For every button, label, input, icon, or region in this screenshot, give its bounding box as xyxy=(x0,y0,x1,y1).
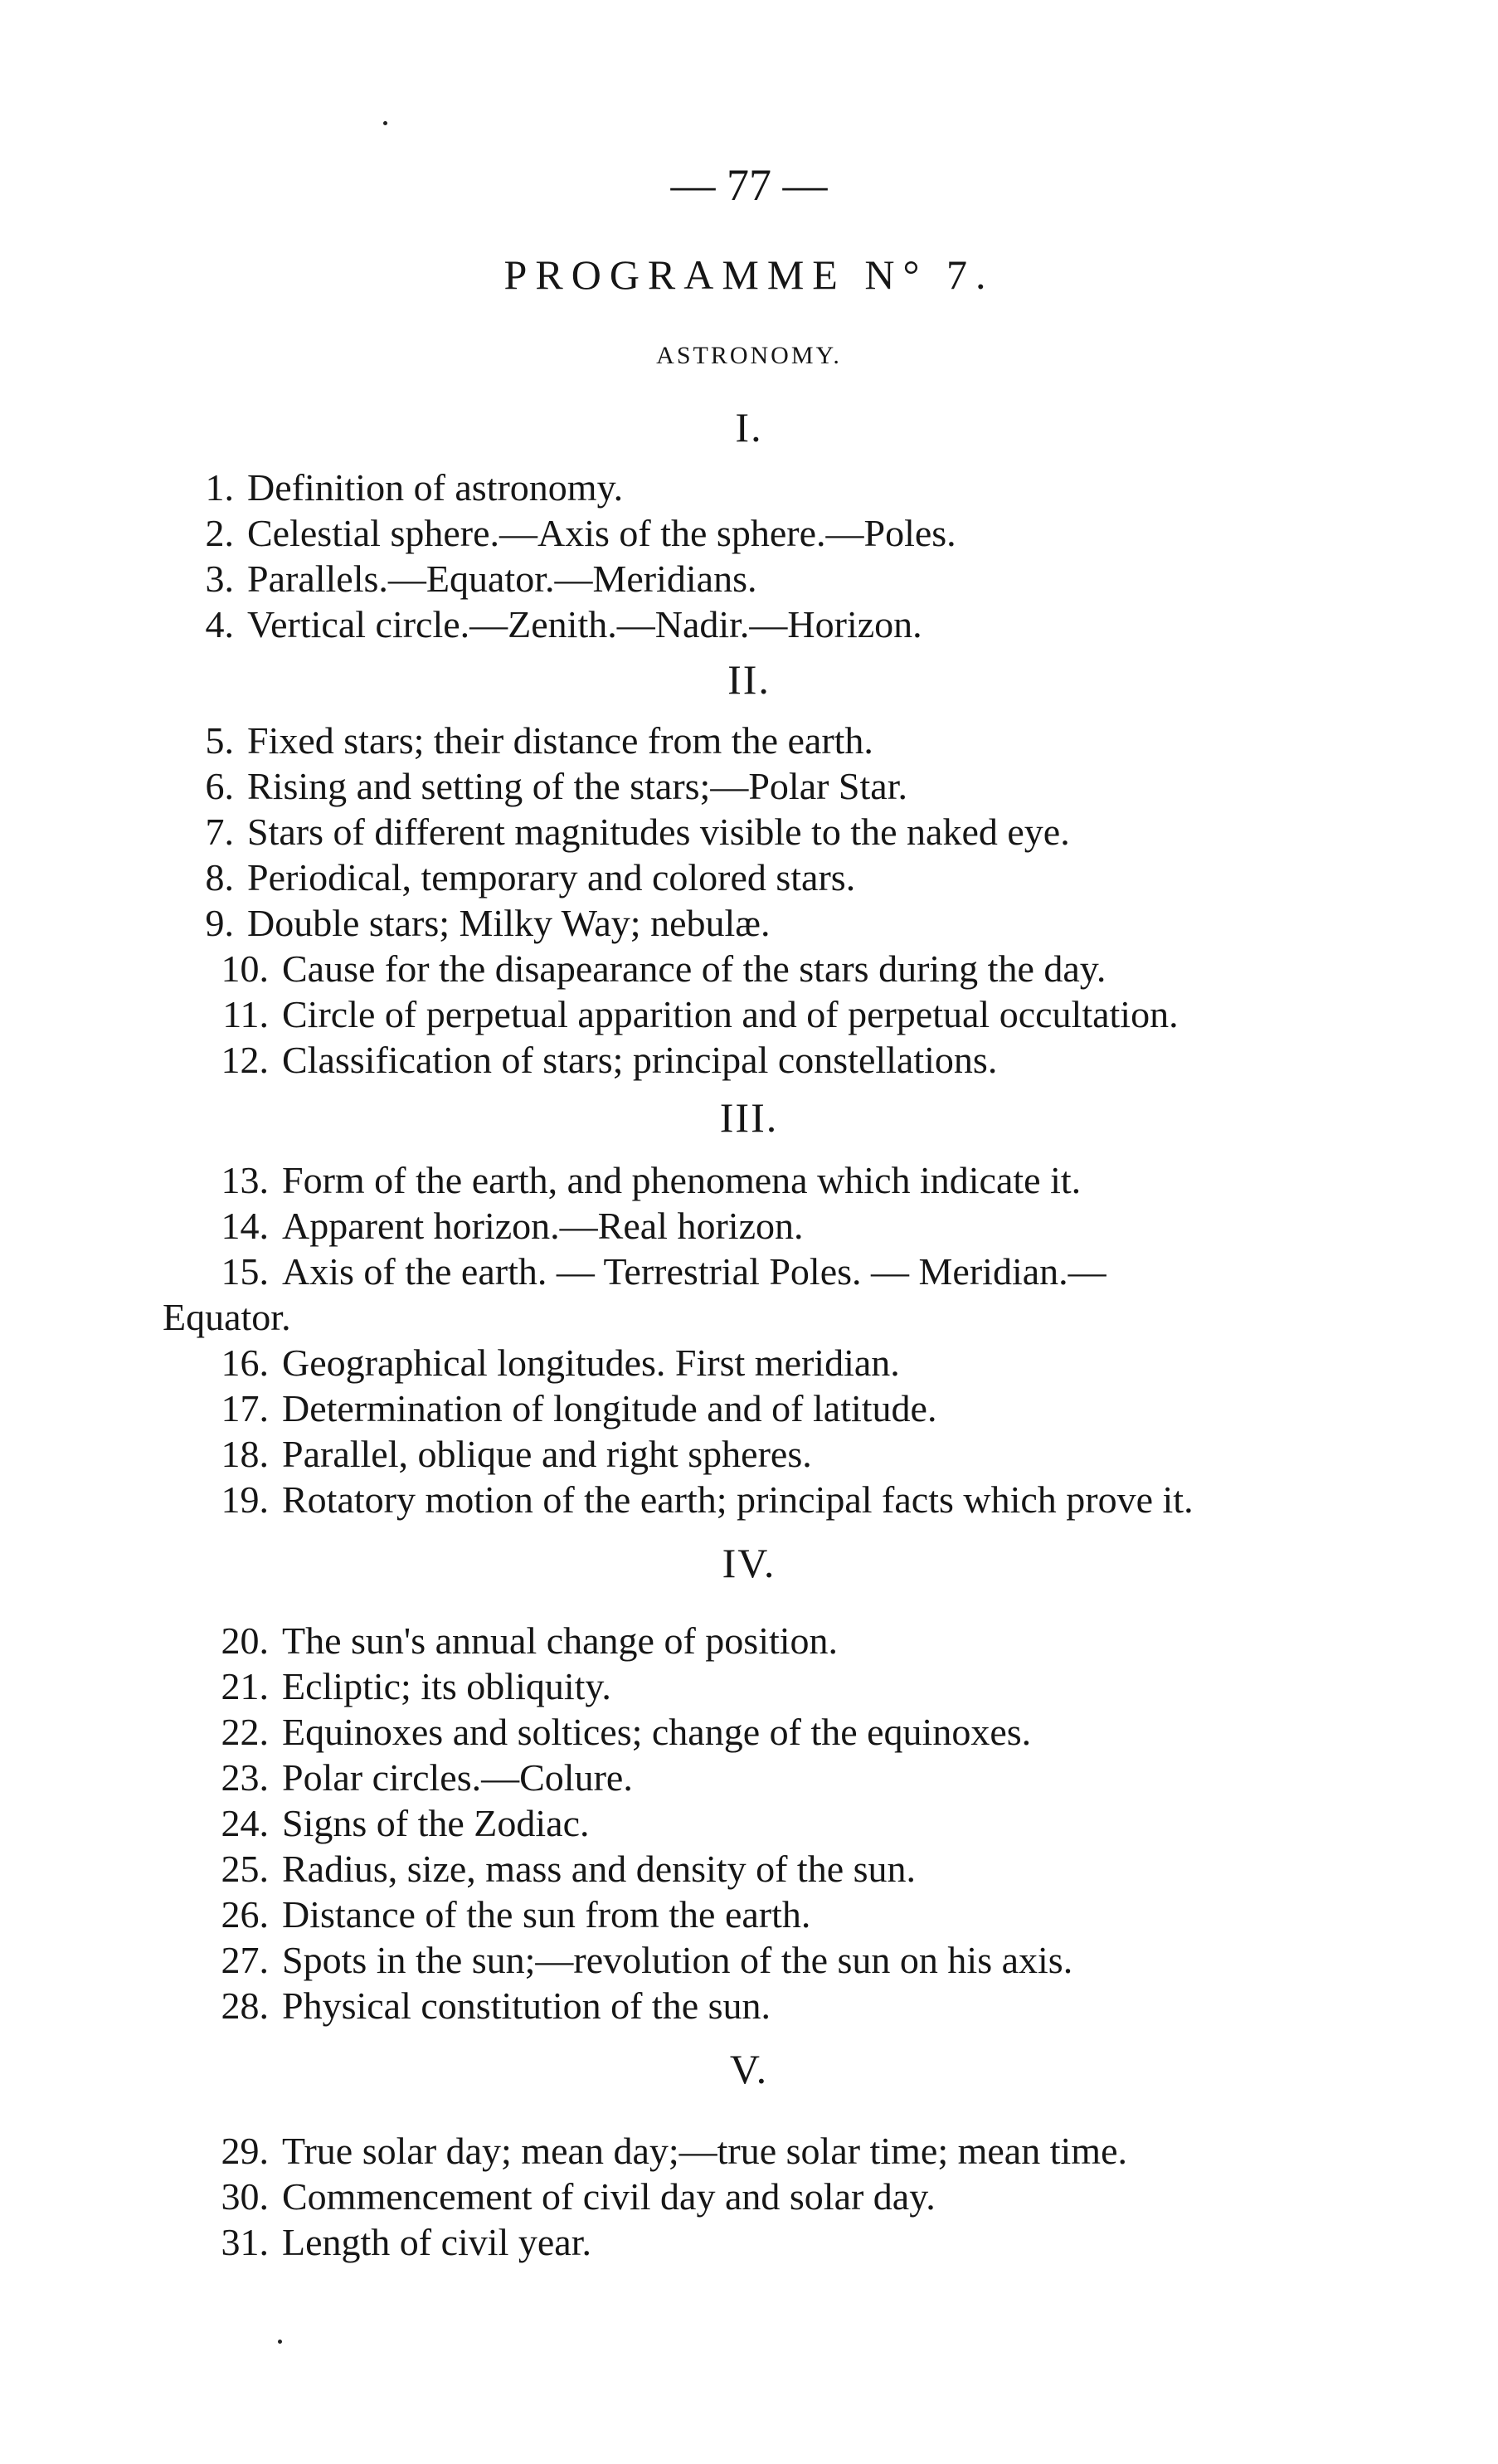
item-text: Parallel, oblique and right spheres. xyxy=(282,1433,812,1475)
item-number: 30. xyxy=(221,2175,269,2218)
item-number: 31. xyxy=(221,2221,269,2263)
list-item xyxy=(163,1249,1307,1295)
item-text: Periodical, temporary and colored stars. xyxy=(247,856,856,898)
item-text: The sun's annual change of position. xyxy=(282,1619,839,1662)
item-number: 19. xyxy=(221,1478,269,1521)
item-number: 24. xyxy=(221,1802,269,1844)
list-item xyxy=(163,991,1307,1038)
list-item xyxy=(163,1618,1307,1664)
item-number: 8. xyxy=(205,856,234,898)
item-text: Determination of longitude and of latitude. xyxy=(282,1387,937,1429)
item-number: 6. xyxy=(205,765,234,807)
list-item xyxy=(163,763,1307,810)
section-heading-ii: II. xyxy=(727,656,771,703)
section-heading-i: I. xyxy=(735,404,763,450)
item-text: Form of the earth, and phenomena which indicate it. xyxy=(282,1159,1082,1201)
item-text: Geographical longitudes. First meridian. xyxy=(282,1342,900,1384)
section-heading-iii: III. xyxy=(719,1094,779,1141)
list-item xyxy=(163,1755,1307,1801)
list-item xyxy=(163,1937,1307,1984)
item-text: Physical constitution of the sun. xyxy=(282,1984,771,2027)
list-item xyxy=(163,809,1307,855)
list-item xyxy=(163,1203,1307,1249)
item-text: True solar day; mean day;—true solar time; mean time. xyxy=(282,2130,1127,2172)
item-number: 13. xyxy=(221,1159,269,1201)
list-item xyxy=(163,2128,1307,2174)
item-number: 25. xyxy=(221,1848,269,1890)
list-item xyxy=(163,1431,1307,1478)
item-number: 28. xyxy=(221,1984,269,2027)
list-item xyxy=(163,855,1307,901)
item-number: 7. xyxy=(205,811,234,853)
item-number: 1. xyxy=(205,466,234,509)
item-number: 22. xyxy=(221,1711,269,1753)
list-item xyxy=(163,1709,1307,1755)
item-text: Radius, size, mass and density of the sun. xyxy=(282,1848,917,1890)
list-item xyxy=(163,1037,1307,1083)
list-item xyxy=(163,946,1307,992)
item-text: Equinoxes and soltices; change of the equinoxes. xyxy=(282,1711,1032,1753)
item-number: 21. xyxy=(221,1665,269,1707)
item-number: 15. xyxy=(221,1250,269,1293)
item-text: Apparent horizon.—Real horizon. xyxy=(282,1205,804,1247)
list-item xyxy=(163,1892,1307,1938)
list-item xyxy=(163,718,1307,764)
item-text: Distance of the sun from the earth. xyxy=(282,1893,811,1936)
item-text: Commencement of civil day and solar day. xyxy=(282,2175,936,2218)
item-number: 27. xyxy=(221,1939,269,1981)
item-number: 11. xyxy=(222,993,269,1035)
list-item xyxy=(163,2219,1307,2266)
item-text: Fixed stars; their distance from the earth. xyxy=(247,719,873,762)
list-item xyxy=(163,1477,1307,1523)
item-number: 4. xyxy=(205,603,234,645)
item-text: Ecliptic; its obliquity. xyxy=(282,1665,611,1707)
list-item xyxy=(163,601,1307,648)
item-number: 20. xyxy=(221,1619,269,1662)
item-text: Parallels.—Equator.—Meridians. xyxy=(247,558,757,600)
item-number: 14. xyxy=(221,1205,269,1247)
section-heading-v: V. xyxy=(729,2046,769,2092)
list-item xyxy=(163,2174,1307,2220)
item-text: Rotatory motion of the earth; principal facts which prove it. xyxy=(282,1478,1194,1521)
item-text: Cause for the disapearance of the stars during the day. xyxy=(282,947,1106,990)
item-number: 23. xyxy=(221,1756,269,1799)
item-text: Spots in the sun;—revolution of the sun on his axis. xyxy=(282,1939,1073,1981)
item-text: Length of civil year. xyxy=(282,2221,591,2263)
programme-title: PROGRAMME N° 7. xyxy=(503,251,995,298)
item-number: 17. xyxy=(221,1387,269,1429)
subject-title: ASTRONOMY. xyxy=(656,342,842,369)
item-text: Vertical circle.—Zenith.—Nadir.—Horizon. xyxy=(247,603,922,645)
speck-mark xyxy=(278,2340,282,2344)
item-number: 18. xyxy=(221,1433,269,1475)
list-item xyxy=(163,1800,1307,1847)
item-text: Definition of astronomy. xyxy=(247,466,624,509)
item-text: Rising and setting of the stars;—Polar Star. xyxy=(247,765,907,807)
item-text: Classification of stars; principal constellations. xyxy=(282,1039,998,1081)
list-item xyxy=(163,1846,1307,1892)
item-text: Axis of the earth. — Terrestrial Poles. — Meridian.— xyxy=(282,1250,1106,1293)
list-item xyxy=(163,556,1307,602)
item-number: 26. xyxy=(221,1893,269,1936)
list-item xyxy=(163,465,1307,511)
list-item xyxy=(163,1385,1307,1432)
item-number: 9. xyxy=(205,902,234,944)
item-number: 10. xyxy=(221,947,269,990)
item-number: 16. xyxy=(221,1342,269,1384)
item-text: Double stars; Milky Way; nebulæ. xyxy=(247,902,771,944)
list-item xyxy=(163,1157,1307,1204)
item-continuation: Equator. xyxy=(163,1296,291,1338)
list-item xyxy=(163,1663,1307,1710)
item-text: Stars of different magnitudes visible to the naked eye. xyxy=(247,811,1070,853)
list-item xyxy=(163,1340,1307,1386)
item-text: Circle of perpetual apparition and of perpetual occultation. xyxy=(282,993,1179,1035)
item-number: 2. xyxy=(205,512,234,554)
item-number: 12. xyxy=(221,1039,269,1081)
section-heading-iv: IV. xyxy=(722,1540,776,1586)
item-number: 5. xyxy=(205,719,234,762)
speck-mark xyxy=(383,121,387,125)
item-text: Signs of the Zodiac. xyxy=(282,1802,590,1844)
item-text: Celestial sphere.—Axis of the sphere.—Poles. xyxy=(247,512,956,554)
item-number: 3. xyxy=(205,558,234,600)
item-number: 29. xyxy=(221,2130,269,2172)
list-item xyxy=(163,1983,1307,2029)
item-text: Polar circles.—Colure. xyxy=(282,1756,633,1799)
list-item xyxy=(163,900,1307,947)
page-number: — 77 — xyxy=(670,160,828,210)
list-item xyxy=(163,510,1307,557)
